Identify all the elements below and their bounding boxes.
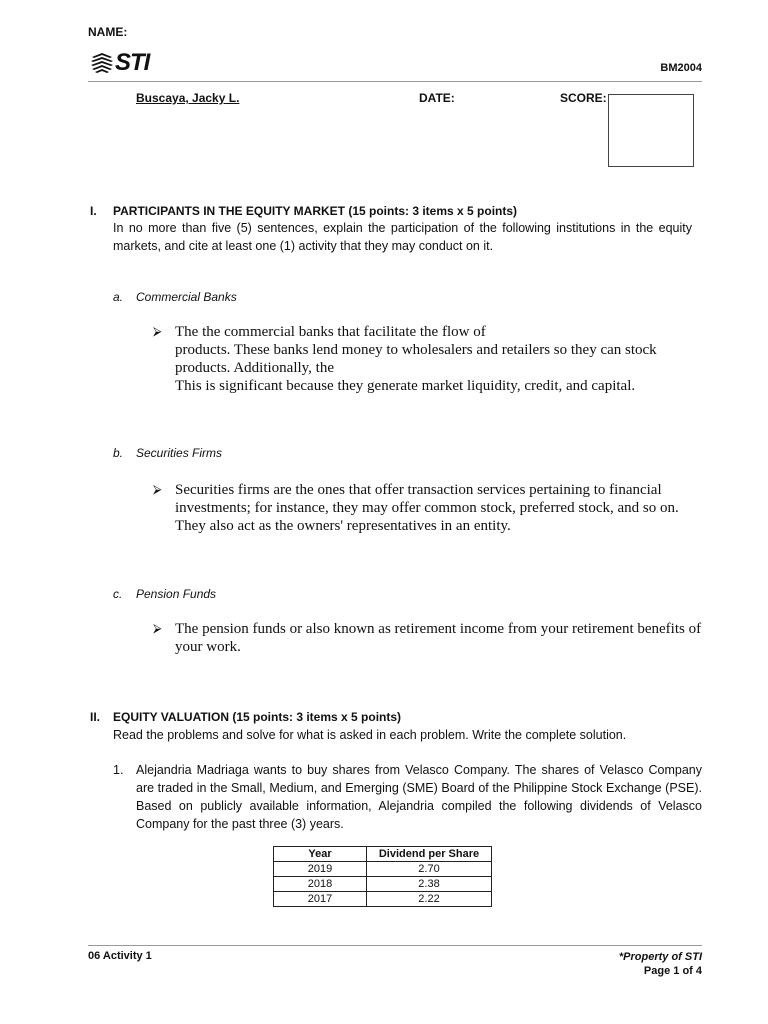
- arrow-bullet-icon: ⮚: [153, 482, 162, 496]
- answer-line: This is significant because they generate market liquidity, credit, and capital.: [175, 378, 636, 394]
- student-name: Buscaya, Jacky L.: [136, 91, 240, 105]
- footer-activity-label: 06 Activity 1: [88, 950, 152, 962]
- table-row: [274, 877, 492, 892]
- section1-title: PARTICIPANTS IN THE EQUITY MARKET (15 points: 3 items x 5 points): [113, 204, 518, 218]
- table-header-dividend: Dividend per Share: [367, 847, 492, 862]
- item-a-answer: [175, 323, 705, 395]
- item-b-letter: b.: [113, 446, 124, 460]
- item-a-label: Commercial Banks: [136, 290, 237, 304]
- answer-line: products. These banks lend money to wholesalers and retailers so they can stock: [175, 342, 657, 358]
- item-b-label: Securities Firms: [136, 446, 223, 460]
- score-label: SCORE:: [560, 91, 607, 105]
- problem1-text: Alejandria Madriaga wants to buy shares from Velasco Company. The shares of Velasco Company are traded in the Small, Medium, and Emerging (SME) Board of the Philippine Stock Exchange (PSE). Based on publicly available information, Alejandria compiled the following dividends of Velasco Company for the past three (3) years.: [136, 763, 702, 831]
- logo-text: STI: [115, 49, 150, 76]
- date-label: DATE:: [419, 91, 455, 105]
- score-box: [608, 94, 694, 167]
- problem1-number: 1.: [113, 763, 124, 777]
- table-header-row: [274, 847, 492, 862]
- section2-number: II.: [90, 710, 101, 724]
- table-cell-year: 2019: [274, 862, 367, 877]
- table-cell-year: 2018: [274, 877, 367, 892]
- section1-instructions: In no more than five (5) sentences, explain the participation of the following institutions in the equity markets, and cite at least one (1) activity that they may conduct on it.: [113, 221, 692, 253]
- footer-page-number: Page 1 of 4: [643, 965, 702, 977]
- section2-title: EQUITY VALUATION (15 points: 3 items x 5 points): [113, 710, 402, 724]
- sti-logo: [90, 50, 149, 76]
- arrow-bullet-icon: ⮚: [153, 621, 162, 635]
- arrow-bullet-icon: ⮚: [153, 324, 162, 338]
- name-label: NAME:: [88, 25, 128, 39]
- table-cell-dividend: 2.70: [367, 862, 492, 877]
- table-cell-dividend: 2.22: [367, 892, 492, 907]
- answer-line: products. Additionally, the: [175, 360, 335, 376]
- item-c-letter: c.: [113, 587, 123, 601]
- footer-property: *Property of STI: [618, 951, 702, 963]
- item-c-label: Pension Funds: [136, 587, 217, 601]
- footer-divider: [88, 945, 702, 946]
- table-cell-dividend: 2.38: [367, 877, 492, 892]
- section2-instructions: Read the problems and solve for what is asked in each problem. Write the complete solution.: [113, 728, 627, 742]
- answer-line: The the commercial banks that facilitate the flow of: [175, 324, 486, 340]
- item-b-answer: Securities firms are the ones that offer transaction services pertaining to financial investments; for instance, they may offer common stock, preferred stock, and so on. They also act as the owners' representatives in an entity.: [175, 482, 679, 534]
- table-header-year: Year: [274, 847, 367, 862]
- footer-page-info: [619, 950, 702, 978]
- header-divider: [88, 81, 702, 82]
- item-c-answer: The pension funds or also known as retirement income from your retirement benefits of your work.: [175, 621, 702, 655]
- section1-number: I.: [90, 204, 97, 218]
- dividend-table-wrapper: [273, 846, 492, 907]
- course-code: BM2004: [660, 62, 702, 74]
- table-cell-year: 2017: [274, 892, 367, 907]
- table-row: [274, 862, 492, 877]
- item-a-letter: a.: [113, 290, 124, 304]
- table-row: [274, 892, 492, 907]
- globe-icon: [90, 51, 114, 75]
- dividend-table: [273, 846, 492, 907]
